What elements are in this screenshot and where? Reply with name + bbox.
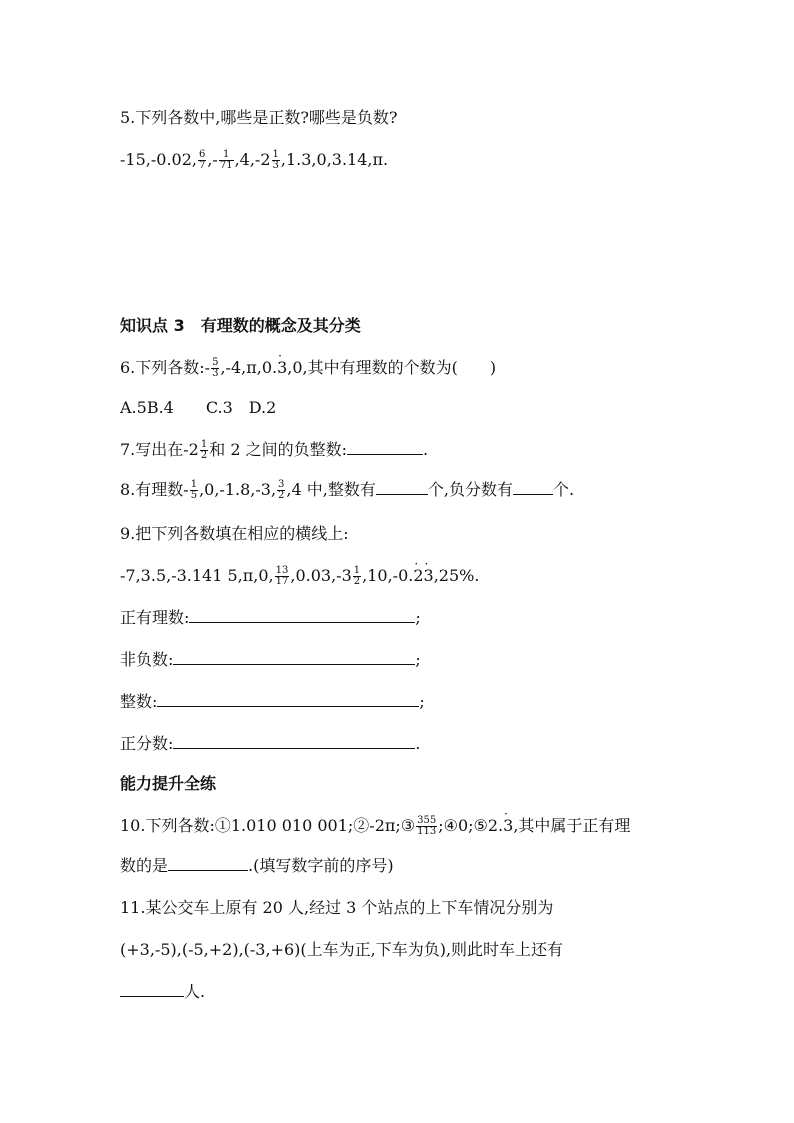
q9-category-positive-fraction xyxy=(120,734,421,754)
question-9-numbers xyxy=(120,566,479,587)
q5-fraction-3-numerator: 1 xyxy=(272,149,279,160)
q8-fraction-2 xyxy=(277,480,285,501)
q9-fraction-2-denominator: 2 xyxy=(353,576,361,587)
q8-fraction-2-denominator: 2 xyxy=(278,490,285,501)
question-6-options: A.5B.4 C.3 D.2 xyxy=(120,398,277,417)
question-8 xyxy=(120,480,574,501)
q7-answer-blank[interactable] xyxy=(347,440,423,455)
q5-fraction-3-denominator: 3 xyxy=(272,160,279,171)
q10-line2-pre: 数的是 xyxy=(120,856,169,875)
q9-numbers-part-a: -7,3.5,-3.141 5,π,0, xyxy=(120,566,274,585)
section-3-heading: 知识点 3 有理数的概念及其分类 xyxy=(120,316,361,335)
q9-cat3-blank[interactable] xyxy=(157,692,419,707)
q8-fraction-1 xyxy=(190,480,198,501)
q8-mid: ,0,-1.8,-3, xyxy=(199,480,277,499)
q8-mid2: ,4 中,整数有 xyxy=(286,480,376,499)
q5-numbers-part-d: ,1.3,0,3.14,π. xyxy=(280,150,389,169)
q7-fraction-denominator: 2 xyxy=(200,450,208,461)
q10-fraction xyxy=(416,816,437,837)
ability-section-heading: 能力提升全练 xyxy=(120,774,217,793)
q5-numbers-part-c: ,4,-2 xyxy=(234,150,271,169)
question-11-line-1: 11.某公交车上原有 20 人,经过 3 个站点的上下车情况分别为 xyxy=(120,898,554,917)
q5-fraction-1-denominator: 7 xyxy=(198,160,206,171)
question-5-title: 5.下列各数中,哪些是正数?哪些是负数? xyxy=(120,108,398,127)
q9-category-positive-rational xyxy=(120,608,421,628)
q7-fraction-numerator: 1 xyxy=(200,439,208,450)
q8-fraction-2-numerator: 3 xyxy=(278,479,285,490)
q9-category-integer xyxy=(120,692,425,712)
q9-fraction-1-numerator: 13 xyxy=(275,565,289,576)
q10-post: ;④0;⑤2. xyxy=(438,816,504,835)
q8-negative-fraction-count-blank[interactable] xyxy=(513,480,553,495)
q5-fraction-1 xyxy=(198,150,206,171)
q6-fraction-denominator: 3 xyxy=(212,368,219,379)
q8-pre: 8.有理数- xyxy=(120,480,189,499)
q11-line3-post: 人. xyxy=(184,982,206,1001)
q6-post: ,0,其中有理数的个数为( ) xyxy=(287,358,497,377)
q9-cat2-semicolon: ; xyxy=(415,650,421,669)
q7-end: . xyxy=(422,440,429,459)
q10-pre: 10.下列各数:①1.010 010 001;②-2π;③ xyxy=(120,816,416,835)
q8-end: 个. xyxy=(552,480,575,499)
q6-repeating-digit: · 3 xyxy=(277,358,287,378)
q9-cat4-label: 正分数: xyxy=(120,734,174,753)
q7-post: 和 2 之间的负整数: xyxy=(209,440,347,459)
q10-fraction-numerator: 355 xyxy=(417,815,437,826)
q11-answer-blank[interactable] xyxy=(120,982,184,997)
q8-integer-count-blank[interactable] xyxy=(376,480,428,495)
question-11-line-2: (+3,-5),(-5,+2),(-3,+6)(上车为正,下车为负),则此时车上还有 xyxy=(120,940,564,959)
q9-category-non-negative xyxy=(120,650,421,670)
q9-fraction-2 xyxy=(353,566,361,587)
question-11-line-3 xyxy=(120,982,205,1002)
q8-mid3: 个,负分数有 xyxy=(427,480,513,499)
q10-post2: ,其中属于正有理 xyxy=(513,816,631,835)
q5-fraction-3 xyxy=(272,150,280,171)
q5-numbers-part-b: ,- xyxy=(207,150,218,169)
q9-numbers-part-d: ,25%. xyxy=(433,566,480,585)
question-10-line-1 xyxy=(120,816,630,837)
q9-cat3-label: 整数: xyxy=(120,692,158,711)
q9-fraction-2-numerator: 1 xyxy=(353,565,361,576)
question-5-numbers xyxy=(120,150,388,171)
q9-cat2-blank[interactable] xyxy=(173,650,415,665)
q9-cat4-period: . xyxy=(415,734,421,753)
q5-fraction-2-denominator: 71 xyxy=(219,160,233,171)
q8-fraction-1-numerator: 1 xyxy=(190,479,198,490)
q9-fraction-1 xyxy=(275,566,290,587)
question-9-title: 9.把下列各数填在相应的横线上: xyxy=(120,524,349,543)
q5-numbers-part-a: -15,-0.02, xyxy=(120,150,197,169)
q9-repeating-digit-1: · 2 xyxy=(413,566,423,586)
q9-numbers-part-b: ,0.03,-3 xyxy=(290,566,352,585)
q9-fraction-1-denominator: 17 xyxy=(275,576,289,587)
q10-line2-post: .(填写数字前的序号) xyxy=(248,856,394,875)
q9-cat1-label: 正有理数: xyxy=(120,608,190,627)
q10-repeating-digit: · 3 xyxy=(503,816,513,836)
q10-answer-blank[interactable] xyxy=(168,856,248,871)
q9-cat4-blank[interactable] xyxy=(173,734,415,749)
q6-pre: 6.下列各数:- xyxy=(120,358,211,377)
q6-mid: ,-4,π,0. xyxy=(220,358,278,377)
q7-pre: 7.写出在-2 xyxy=(120,440,199,459)
q6-fraction xyxy=(211,358,219,379)
q9-cat1-blank[interactable] xyxy=(189,608,415,623)
q9-repeating-digit-2: · 3 xyxy=(424,566,434,586)
q6-fraction-numerator: 5 xyxy=(212,357,219,368)
q10-fraction-denominator: 113 xyxy=(417,826,437,837)
q8-fraction-1-denominator: 5 xyxy=(190,490,198,501)
q7-fraction xyxy=(200,440,208,461)
q5-fraction-2-numerator: 1 xyxy=(219,150,234,161)
q5-fraction-2 xyxy=(219,150,234,171)
question-10-line-2 xyxy=(120,856,394,876)
q9-cat3-semicolon: ; xyxy=(419,692,425,711)
q5-fraction-1-numerator: 6 xyxy=(198,149,206,160)
q9-numbers-part-c: ,10,-0. xyxy=(362,566,414,585)
q9-cat1-semicolon: ; xyxy=(415,608,421,627)
question-7 xyxy=(120,440,428,461)
question-6 xyxy=(120,358,496,379)
q9-cat2-label: 非负数: xyxy=(120,650,174,669)
